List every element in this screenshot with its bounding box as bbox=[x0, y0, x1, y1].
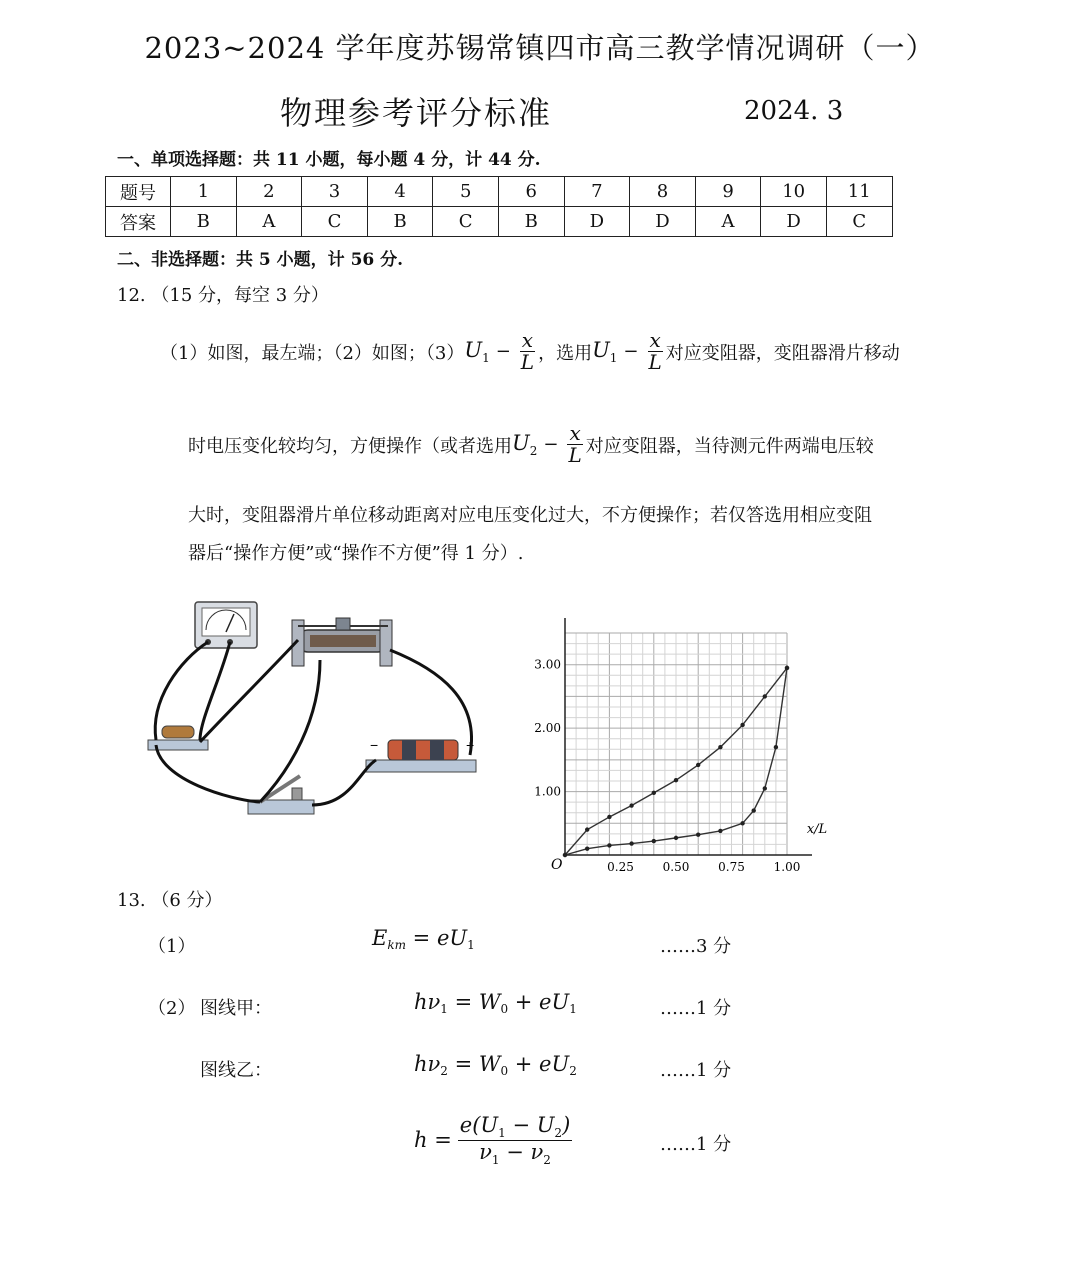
data-point bbox=[752, 808, 756, 812]
graph-a-label: 图线甲： bbox=[200, 998, 272, 1019]
question-number: 1 bbox=[171, 177, 237, 207]
data-point bbox=[774, 745, 778, 749]
table-header-cell: 题号 bbox=[106, 177, 171, 207]
formula-u1-x-l: $U_1$ bbox=[592, 337, 618, 366]
minus-sign: − bbox=[623, 341, 639, 362]
answer-table bbox=[105, 176, 893, 237]
data-point bbox=[696, 763, 700, 767]
answer-text: 对应变阻器，变阻器滑片移动 bbox=[665, 342, 900, 364]
question-number: 3 bbox=[302, 177, 368, 207]
document-title: 2023~2024 学年度苏锡常镇四市高三教学情况调研（一） bbox=[144, 31, 936, 65]
question-number: 5 bbox=[433, 177, 499, 207]
q12-points: （15 分，每空 3 分） bbox=[151, 285, 329, 306]
data-point bbox=[718, 829, 722, 833]
x-axis-label: x/L bbox=[806, 822, 828, 837]
document-subtitle: 物理参考评分标准 bbox=[280, 94, 553, 132]
svg-text:−: − bbox=[370, 737, 379, 753]
table-header-cell: 答案 bbox=[106, 207, 171, 237]
formula-hv1: $h\nu_1 = W_0 + eU_1$ bbox=[414, 990, 577, 1017]
answer-cell: C bbox=[433, 207, 499, 237]
q12-line4: 器后“操作方便”或“操作不方便”得 1 分）. bbox=[188, 543, 524, 564]
formula-hv2: $h\nu_2 = W_0 + eU_2$ bbox=[414, 1052, 577, 1079]
svg-text:+: + bbox=[466, 737, 475, 753]
score-1: ……1 分 bbox=[660, 1060, 732, 1081]
x-tick-label: 0.75 bbox=[718, 860, 745, 874]
data-point bbox=[629, 841, 633, 845]
question-number: 4 bbox=[367, 177, 433, 207]
minus-sign: − bbox=[495, 341, 511, 362]
question-number: 11 bbox=[826, 177, 892, 207]
formula-u2-x-l: $U_2$ bbox=[512, 430, 538, 459]
rheostat-icon bbox=[292, 618, 392, 666]
formula-h: h = $\frac{e(U_1 - U_2)}{\nu_1 - \nu_2}$ bbox=[414, 1113, 571, 1167]
data-point bbox=[607, 843, 611, 847]
data-point bbox=[607, 815, 611, 819]
answer-cell: D bbox=[630, 207, 696, 237]
data-point bbox=[763, 786, 767, 790]
data-point bbox=[740, 723, 744, 727]
q12-header bbox=[117, 281, 329, 307]
x-tick-label: 0.25 bbox=[607, 860, 634, 874]
answer-cell: D bbox=[761, 207, 827, 237]
data-point bbox=[674, 836, 678, 840]
answer-text: （1）如图，最左端；（2）如图；（3） bbox=[160, 342, 465, 364]
q12-line3: 大时，变阻器滑片单位移动距离对应电压变化过大，不方便操作；若仅答选用相应变阻 bbox=[188, 505, 872, 526]
answer-cell: B bbox=[367, 207, 433, 237]
graph-chart bbox=[525, 590, 845, 880]
question-number: 8 bbox=[630, 177, 696, 207]
circuit-diagram bbox=[140, 590, 490, 830]
q12-line1 bbox=[160, 330, 900, 373]
answer-cell: C bbox=[302, 207, 368, 237]
fraction-x-over-l: $\frac{x}{L}$ bbox=[568, 421, 582, 467]
answer-cell: C bbox=[826, 207, 892, 237]
circuit-wires bbox=[155, 640, 471, 805]
x-tick-label: 0.50 bbox=[662, 860, 690, 874]
q13-points: （6 分） bbox=[151, 890, 223, 911]
fraction-x-over-l: $\frac{x}{L}$ bbox=[520, 328, 535, 374]
score-3: ……3 分 bbox=[660, 936, 732, 957]
question-number: 7 bbox=[564, 177, 630, 207]
answer-text: ，选用 bbox=[538, 342, 593, 364]
table-row bbox=[106, 177, 893, 207]
score-1: ……1 分 bbox=[660, 998, 732, 1019]
formula-u1-x-l: $U_1$ bbox=[464, 337, 490, 366]
data-point bbox=[785, 666, 789, 670]
data-point bbox=[740, 821, 744, 825]
data-point bbox=[563, 853, 567, 857]
answer-text: 对应变阻器，当待测元件两端电压较 bbox=[585, 435, 874, 457]
battery-icon bbox=[366, 737, 476, 772]
x-tick-label: 1.00 bbox=[773, 860, 801, 874]
y-tick-label: 1.00 bbox=[534, 784, 561, 799]
q13-part1-label: （1） bbox=[148, 936, 196, 957]
answer-cell: D bbox=[564, 207, 630, 237]
table-row bbox=[106, 207, 893, 237]
formula-ekm: $E_{km} = eU_1$ bbox=[372, 926, 475, 953]
switch-icon bbox=[248, 776, 314, 814]
answer-cell: B bbox=[498, 207, 564, 237]
question-number: 6 bbox=[498, 177, 564, 207]
document-date: 2024. 3 bbox=[744, 96, 844, 126]
data-point bbox=[696, 833, 700, 837]
data-point bbox=[652, 839, 656, 843]
data-point bbox=[652, 791, 656, 795]
section2-heading: 二、非选择题：共 5 小题，计 56 分. bbox=[117, 250, 404, 270]
q12-line2 bbox=[188, 423, 874, 466]
score-1: ……1 分 bbox=[660, 1134, 732, 1155]
answer-text: 时电压变化较均匀，方便操作（或者选用 bbox=[188, 435, 512, 457]
q13-part2-label: （2） bbox=[148, 998, 196, 1019]
data-point bbox=[629, 803, 633, 807]
q13-label: 13. bbox=[117, 890, 146, 911]
data-point bbox=[718, 745, 722, 749]
origin-label: O bbox=[551, 857, 563, 873]
y-tick-label: 2.00 bbox=[534, 721, 561, 736]
question-number: 10 bbox=[761, 177, 827, 207]
question-number: 9 bbox=[695, 177, 761, 207]
graph-b-label: 图线乙： bbox=[200, 1060, 272, 1081]
data-point bbox=[585, 827, 589, 831]
section1-heading: 一、单项选择题：共 11 小题，每小题 4 分，计 44 分. bbox=[117, 150, 541, 170]
minus-sign: − bbox=[543, 434, 559, 455]
data-point bbox=[763, 694, 767, 698]
answer-cell: A bbox=[695, 207, 761, 237]
answer-cell: B bbox=[171, 207, 237, 237]
data-point bbox=[674, 778, 678, 782]
data-point bbox=[585, 846, 589, 850]
q12-label: 12. bbox=[117, 285, 146, 306]
fraction-x-over-l: $\frac{x}{L}$ bbox=[648, 328, 662, 374]
y-tick-label: 3.00 bbox=[534, 657, 561, 672]
voltmeter-icon bbox=[195, 602, 257, 648]
question-number: 2 bbox=[236, 177, 302, 207]
q13-header bbox=[117, 886, 223, 912]
graph-grid bbox=[565, 618, 812, 855]
answer-cell: A bbox=[236, 207, 302, 237]
